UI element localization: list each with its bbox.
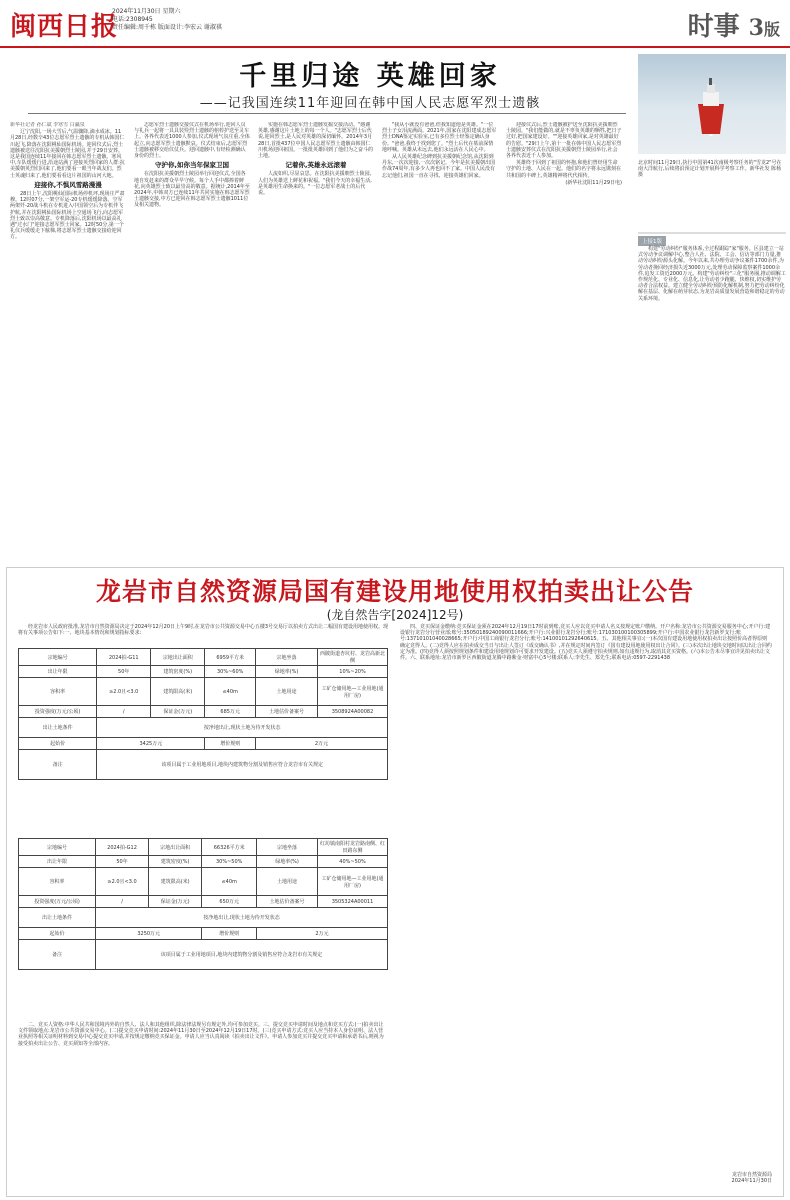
cell-value: 按净地出让,现状土地为待开发状态 [97,718,388,738]
table-row [19,738,388,750]
notice-conditions: 二、竞买人资格:中华人民共和国境内外的自然人、法人和其他组织,除法律法规另有规定外,均可参加竞买。三、提交竞买申请时间及地点和竞买方式:(一)拍卖出让文件领取地点:龙岩市公共资源交易中心。(二)提交竞买申请时间:2024年11月30日至2024年12月19日17时。(三)竞买申请方式:竞买人应当持本人身份证明、法人营业执照等相关证明材料到交易中心提交竞买申请,并按规定缴纳竞买保证金。申请人应当认真阅读《拍卖出让文件》。申请人参加竞买并提交竞买申请和承诺书后,则视为接受拍卖出让公告、竞买须知等全部内容。 [18,1022,384,1047]
sidebar-story [638,232,786,562]
cell-value: 西陂街道杏坑村、龙岩高新北侧 [318,649,388,666]
article-paragraph: 从人民英雄纪念碑到抗美援朝纪念馆,从沈阳到丹东,一次次迎接,一次次铭记。今年是抗美援朝出国作战74周年,有多少人再也回不了家。中国人民没有忘记他们,祖国一直在寻找、迎接英雄们回家。 [382,154,496,179]
cell-value: 30%~60% [205,666,256,678]
cell-label: 绿地率(%) [257,856,318,868]
cell-value: 该项目属于工业用地项目,地块内建筑物分割及销售应符合龙岩市有关规定 [97,750,388,780]
article-subtitle: ——记我国连续11年迎回在韩中国人民志愿军烈士遗骸 [199,96,541,111]
article-paragraph: 28日上午,沈阳桃仙国际机场停机坪,现场庄严肃穆。12时07分,一架空军运-20专机缓缓降落。空军两架歼-20战斗机在专机进入中国领空后为专机伴飞护航,并在沈阳桃仙国际机场上空通场飞行,向志愿军烈士致以崇高敬意。专机降落后,沈阳机场以最高礼遇"过水门"迎接志愿军烈士回家。12时50分,第一个礼仪兵缓缓走下舷梯,将志愿军烈士遗骸交接给迎回方。 [10,191,125,241]
cell-value: 3505324A00011 [318,896,388,908]
cell-value: 工矿仓储用地—工业用地(通用厂房) [318,868,388,896]
table-row [19,908,388,928]
cell-value: 2万元 [257,928,388,940]
article-paragraph: 辽宁沈阳,一场大雪后,气温骤降,滴水成冰。11月28日,经数辛43位志愿军烈士遗骸的专机从韩国仁川起飞,降落在沈阳桃仙国际机场。迎回仪式后,烈士遗骸被送往沈阳抗美援朝烈士陵园,并于29日安葬。这是我国连续11年接回在韩志愿军烈士遗骸。寒风中,车队缓缓行进,沿途站满了迎接英烈回家的人群:抗美援朝英烈们回来了,他们要看一眼当年战友们。烈士英魂归来了,他们要看看这片祖国的山河大地。 [10,129,125,179]
article-column-1 [10,122,126,562]
cell-value: 按净地出让,现状土地为待开发状态 [96,908,388,928]
cell-value: 工矿仓储用地—工业用地(通用厂房) [318,678,388,706]
page-number: 3 [748,15,764,41]
table-row [19,718,388,738]
cell-value: 50年 [97,666,151,678]
headline-divider [28,113,626,114]
cell-value: 2万元 [256,738,388,750]
article-paragraph: 在沈阳抗美援朝烈士陵园举行回迎仪式,全国各地自发赶来的群众早早守候。每个人手中都捧着鲜花,向英雄烈士致以最崇高的敬意。据统计,2014年至2024年,中韩双方已连续11年共同实施在韩志愿军烈士遗骸交接,中方已迎回在韩志愿军烈士遗骸1011位及相关遗物。 [134,171,250,209]
sidebar-text: 构建"劳动纠纷"服务体系,全过程跟踪"家"服务。区县建立一站式劳动争议调解中心,整合人社、法院、工会、信访等部门力量,推动劳动纠纷源头化解。今年以来,共办理劳动争议案件1700余件,为劳动者挽回经济损失近3000万元,处理劳动保障监察案件1000余件,追发工资近2000万元。构建"劳动纠纷"三化"服务圈,推动调解工作规范化、专业化、信息化,让劳动者少跑腿、快维权,切实维护劳动者合法权益。建立健全劳动纠纷预防化解机制,努力把劳动纠纷化解在基层、化解在萌芽状态,为龙岩高质量发展营造和谐稳定的劳动关系环境。 [638,246,786,302]
cell-label: 出让土地条件 [19,718,97,738]
cell-value: 2024拍-G11 [97,649,151,666]
cell-value: ≤40m [205,678,256,706]
notice-intro: 经龙岩市人民政府批准,龙岩市自然资源局决定于2024年12月20日上午9时,在龙岩市公共资源交易中心五楼3号交易厅以拍卖方式出让二幅国有建设用地使用权。现将有关事项公告如下:一、地块基本情况和规划指标要求: [18,624,388,637]
table-row [19,940,388,970]
cell-label: 起始价 [19,928,96,940]
article-column-3 [258,122,374,562]
table-row [19,928,388,940]
cell-value: 6959平方米 [205,649,256,666]
sign-date: 2024年11月30日 [731,1178,772,1185]
lot-table-1 [18,648,388,780]
cell-label: 建筑密度(%) [149,856,202,868]
page-suffix: 版 [763,20,780,39]
article-subheading: 守护你,如你当年保家卫国 [155,161,229,170]
cell-label: 容积率 [19,868,96,896]
cell-value: 该项目属于工业用地项目,地块内建筑物分割及销售应符合龙岩市有关规定 [96,940,388,970]
cell-label: 增价规则 [205,738,256,750]
article-paragraph: "我从小就没有爸爸,但我知道他是英雄。"一位烈士子女泪流满面。2021年,国家在沈阳建成志愿军烈士DNA鉴定实验室,已有多位烈士经鉴定确认身份。"爸爸,我终于找到您了。"烈士后代在墓前深情地呼喊。英雄从未远去,他们永远活在人民心中。 [382,122,497,153]
table-row [19,649,388,666]
article-body [10,122,630,562]
cell-value: / [97,706,151,718]
news-photo [638,54,786,154]
cell-label: 投资强度(万元/公顷) [19,706,97,718]
cell-label: 宗地编号 [19,649,97,666]
cell-label: 出让土地条件 [19,908,96,928]
cell-value: ≤40m [202,868,257,896]
cell-label: 投资强度(万元/公顷) [19,896,96,908]
article-subheading: 记着你,英雄永远滚着 [285,161,347,170]
cell-label: 土地用途 [257,868,318,896]
cell-label: 宗地编号 [19,839,96,856]
article-paragraph: 人流如织,尽显哀思。在沈阳抗美援朝烈士陵园,人们为英雄送上鲜花和祝福。"我们今天的幸福生活,是英雄用生命换来的。"一位志愿军老战士的后代说。 [258,171,372,197]
cell-value: 30%~50% [202,856,257,868]
sign-org: 龙岩市自然资源局 [731,1172,772,1178]
issue-date: 2024年11月30日 星期六 [112,8,181,15]
article-column-4 [382,122,498,562]
table-row [19,678,388,706]
cell-label: 土地用途 [256,678,318,706]
table-row [19,856,388,868]
cell-value: 3250万元 [96,928,202,940]
notice-title: 龙岩市自然资源局国有建设用地使用权拍卖出让公告 [95,577,694,606]
cell-label: 建筑限高(米) [149,868,202,896]
cell-value: 红坊镇南阳村龙岩路南侧、红田路东侧 [318,839,388,856]
notice-signature [600,1172,772,1184]
issue-editor: 责任编辑:周千栋 版面设计:李宏云 谢淑祺 [112,24,222,31]
cell-label: 绿地率(%) [256,666,318,678]
cell-value: 40%~50% [318,856,388,868]
cell-label: 容积率 [19,678,97,706]
notice-number: (龙自然告字[2024]12号) [326,608,464,622]
cell-label: 建筑密度(%) [151,666,205,678]
article-paragraph: 志愿军烈士遗骸交接仪式在机场举行,迎回人员与礼兵一起将一具具装殓烈士遗骸的棺椁护送至灵车上。各界代表近1000人参加,仪式现场气氛庄重,全体起立,向志愿军烈士遗骸默哀。仪式结束后,志愿军烈士遗骸被移交给仪仗兵。迎回遗骸中,有经检测确认身份的烈士。 [134,122,250,160]
table-row [19,896,388,908]
cell-label: 备注 [19,940,96,970]
cell-label: 宗地坐落 [256,649,318,666]
issue-meta [112,8,222,32]
masthead [0,0,790,48]
section-name: 时事 [687,12,740,42]
table-row [19,666,388,678]
cell-label: 建筑限高(米) [151,678,205,706]
article-paragraph: 英雄终于回到了祖国的怀抱,和他们曾经用生命守护的土地、人民在一起。他们的名字将永远镌刻在共和国的丰碑上,英雄精神将代代相传。 [506,160,622,179]
cell-label: 宗地出让面积 [151,649,205,666]
article-column-5 [506,122,622,562]
cell-value: 3508924A00082 [318,706,388,718]
cell-value: 10%~20% [318,666,388,678]
cell-value: 650万元 [202,896,257,908]
article-subheading: 迎接你,不惧风雪路漫漫 [34,180,102,189]
cell-label: 出让年限 [19,856,96,868]
table-row [19,750,388,780]
cell-label: 土地估价备案号 [257,896,318,908]
cell-value: 3425万元 [97,738,205,750]
cell-label: 起始价 [19,738,97,750]
lot-table-2 [18,838,388,970]
cell-label: 保证金(万元) [149,896,202,908]
cell-value: ≥2.0且<3.0 [96,868,149,896]
cell-value: ≥2.0且<3.0 [97,678,151,706]
cell-value: 2024拍-G12 [96,839,149,856]
section-label [688,6,780,43]
cell-value: 66326平方米 [202,839,257,856]
notice-details: 四、竞买保证金缴纳:竞买保证金须在2024年12月19日17时前到账,竞买人应以竞买申请人名义按规定账户缴纳。开户名称:龙岩市公共资源交易服务中心;开户行:建设银行龙岩分行营业部;账号:35050189240090011666;开户行:兴业银行龙岩分行;账号:171030100100305899;开户行:中国农业银行龙岩新罗支行;账号:13710101040028665;开户行:中国工商银行龙岩分行;账号:14100101292640615。五、其他相关事宜:(一)本次国有建设用地使用权拍卖出让按照价高者得原则确定竞得人。(二)竞得人应在拍卖成交当日与出让人签订《成交确认书》,并在规定时间内签订《国有建设用地使用权出让合同》。(三)本次出让地块交地时间以出让合同约定为准。(四)竞得人须按照规划条件和建设用地规划许可要求开发建设。(五)竞买人须遵守拍卖规则,如有违规行为,取消其竞买资格。(六)本公告未尽事宜详见拍卖出让文件。六、联系地址:龙岩市新罗区西陂街道龙腾中路紫金·财富中心5号楼;联系人:李先生、郑先生;联系电话:0597-2291438 [400,624,772,662]
article-title: 千里归途 英雄回家 [239,61,501,92]
cell-label: 宗地出让面积 [149,839,202,856]
article-column-2 [134,122,250,562]
cell-label: 出让年限 [19,666,97,678]
icebreaker-ship-icon [684,74,738,136]
article-paragraph: 实施在韩志愿军烈士遗骸发掘交接活动。"感谢英雄,感谢这片土地上的每一个人。"志愿军烈士后代说,迎回烈士,是人民对英雄的深切缅怀。2014年3月28日,首批437位中国人民志愿军烈士遗骸由韩国仁川机场迎回祖国。一批批英雄回到了他们为之奋斗的土地。 [258,122,374,160]
cell-label: 宗地坐落 [257,839,318,856]
cell-label: 备注 [19,750,97,780]
cell-value: / [96,896,149,908]
table-row [19,839,388,856]
cell-value: 50年 [96,856,149,868]
article-byline: 新华社记者 孙仁斌 李寒雪 白瀛泉 [10,122,85,128]
continued-tag: 上接1版 [638,236,666,246]
table-row [19,868,388,896]
newspaper-logo: 闽西日报 [10,12,119,42]
cell-value: 685万元 [205,706,256,718]
article-dateline: (新华社沈阳11月29日电) [565,179,622,186]
cell-label: 土地估价备案号 [256,706,318,718]
cell-label: 保证金(万元) [151,706,205,718]
table-row [19,706,388,718]
cell-label: 增价规则 [202,928,257,940]
photo-caption: 北京时间11月29日,执行中国第41次南极考察任务的"雪龙2"号在南大洋航行,后续将沿预定计划开展科学考察工作。新华社发 陈杨 摄 [638,160,782,179]
article-paragraph: 迎接仪式后,烈士遗骸被护送至沈阳抗美援朝烈士陵园。"我们能做的,就是不辜负英雄的牺牲,把日子过好,把国家建设好。""迎接英雄回家,是对英雄最好的告慰。"29日上午,第十一批在韩中国人民志愿军烈士遗骸安葬仪式在沈阳抗美援朝烈士陵园举行,社会各界代表近千人参加。 [506,122,622,160]
issue-phone: 电话:2308945 [112,16,153,23]
